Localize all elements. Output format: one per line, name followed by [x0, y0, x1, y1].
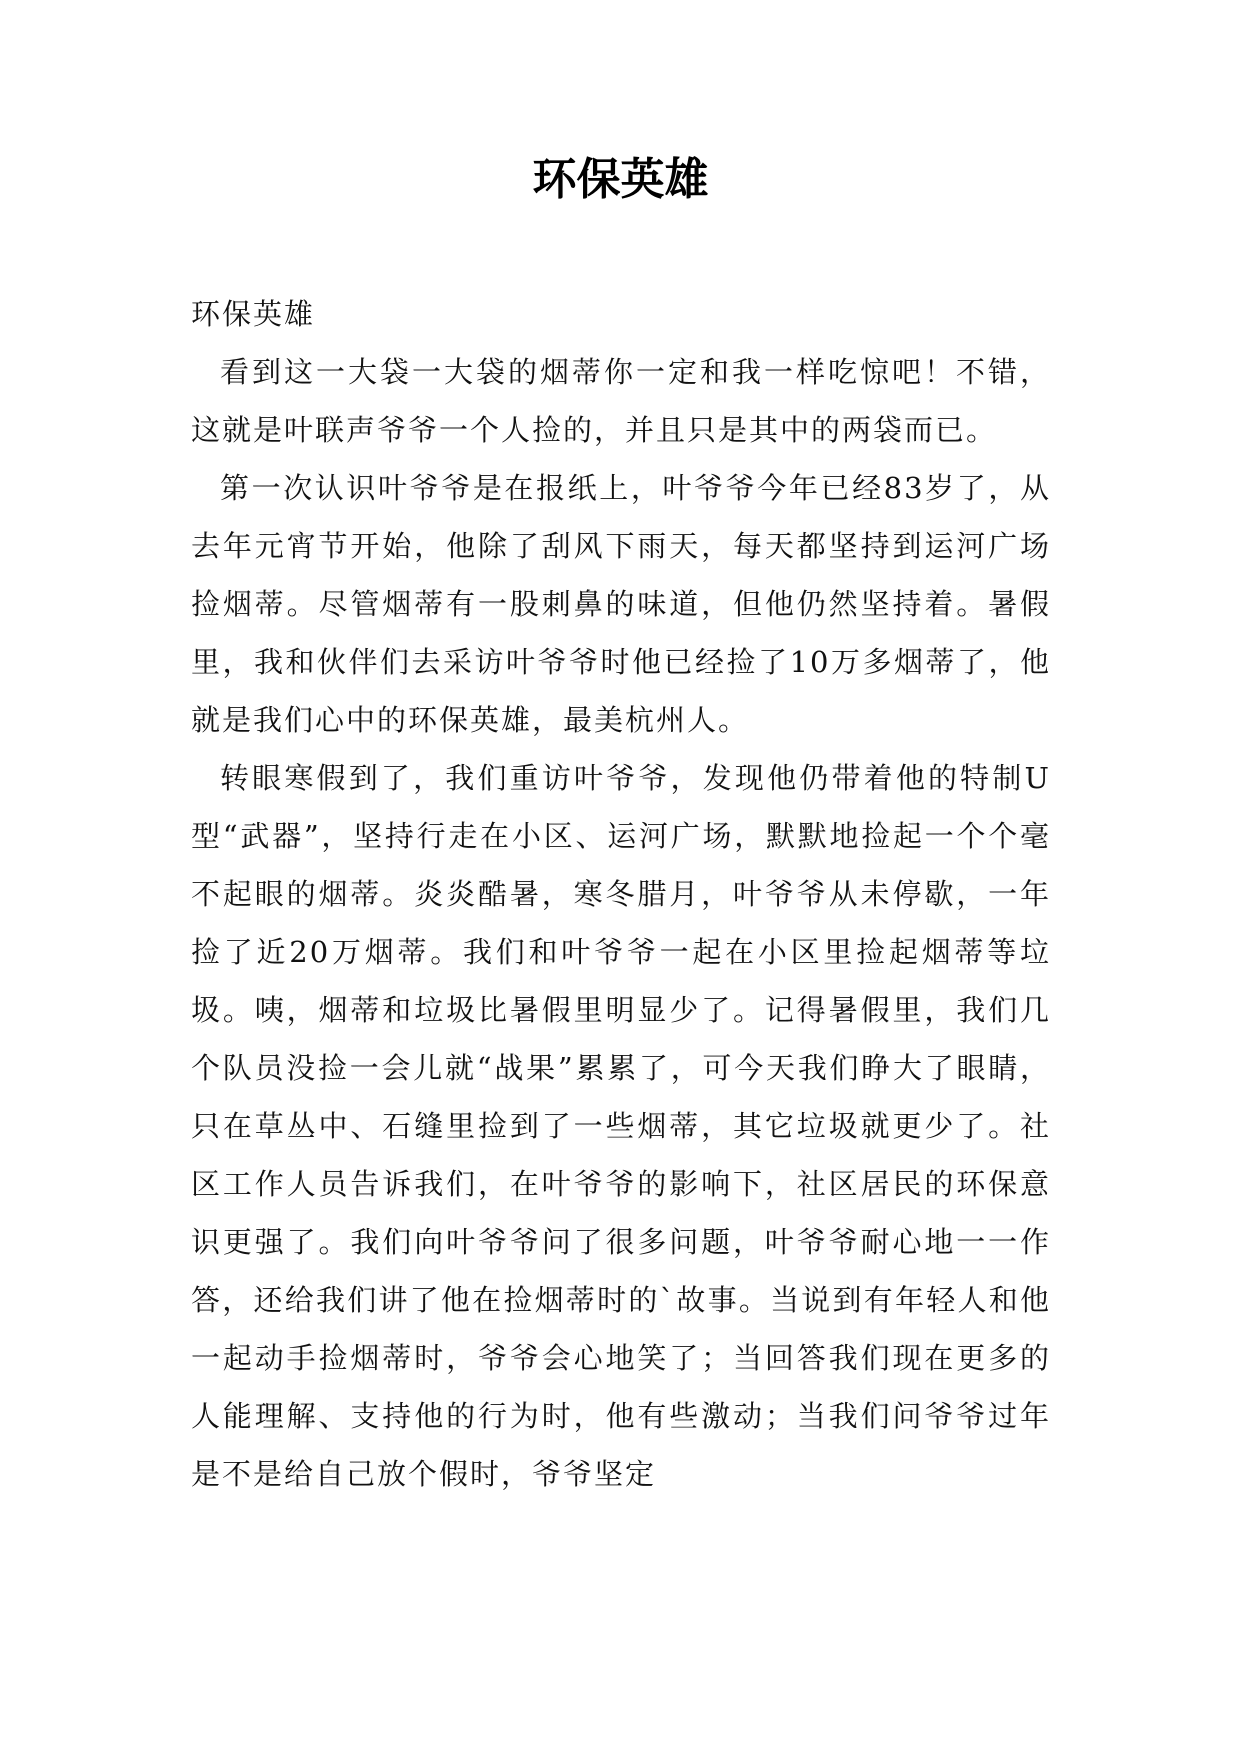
page-title: 环保英雄: [532, 154, 709, 205]
paragraph-3: 转眼寒假到了，我们重访叶爷爷，发现他仍带着他的特制U型“武器”，坚持行走在小区、运河广场，默默地捡起一个个毫不起眼的烟蒂。炎炎酷暑，寒冬腊月，叶爷爷从未停歇，一年捡了近20万烟蒂。我们和叶爷爷一起在小区里捡起烟蒂等垃圾。咦，烟蒂和垃圾比暑假里明显少了。记得暑假里，我们几个队员没捡一会儿就“战果”累累了，可今天我们睁大了眼睛，只在草丛中、石缝里捡到了一些烟蒂，其它垃圾就更少了。社区工作人员告诉我们，在叶爷爷的影响下，社区居民的环保意识更强了。我们向叶爷爷问了很多问题，叶爷爷耐心地一一作答，还给我们讲了他在捡烟蒂时的`故事。当说到有年轻人和他一起动手捡烟蒂时，爷爷会心地笑了；当回答我们现在更多的人能理解、支持他的行为时，他有些激动；当我们问爷爷过年是不是给自己放个假时，爷爷坚定: [191, 761, 1051, 1491]
paragraph-2: 第一次认识叶爷爷是在报纸上，叶爷爷今年已经83岁了，从去年元宵节开始，他除了刮风下雨天，每天都坚持到运河广场捡烟蒂。尽管烟蒂有一股刺鼻的味道，但他仍然坚持着。暑假里，我和伙伴们去采访叶爷爷时他已经捡了10万多烟蒂了，他就是我们心中的环保英雄，最美杭州人。: [191, 471, 1051, 737]
paragraph-1: 看到这一大袋一大袋的烟蒂你一定和我一样吃惊吧！不错，这就是叶联声爷爷一个人捡的，并且只是其中的两袋而已。: [191, 355, 1051, 447]
article-subtitle: 环保英雄: [191, 297, 316, 331]
article-body: [191, 285, 1051, 1503]
